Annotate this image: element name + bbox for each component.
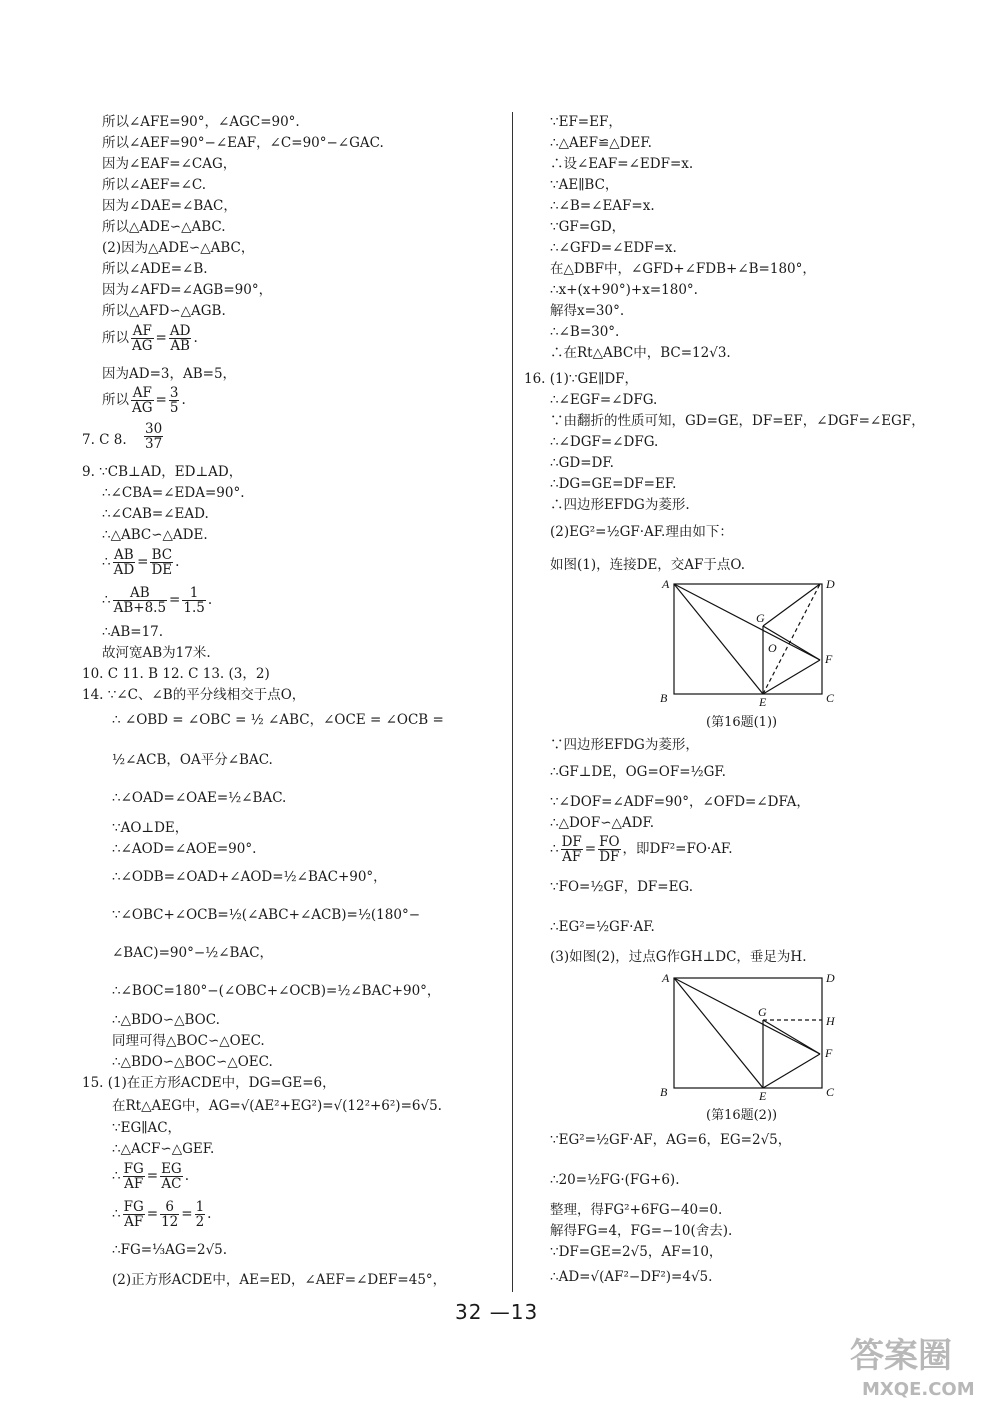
fraction: $\frac{BC}{DE}$: [151, 547, 173, 578]
left-line: ∴△BDO∽△BOC∽△OEC.: [112, 1054, 273, 1070]
fraction: $\frac{6}{12}$: [161, 1199, 179, 1230]
fraction: $\frac{3}{5}$: [169, 385, 179, 416]
left-line: 所以∠ADE=∠B.: [102, 261, 208, 277]
left-line: ½∠ACB，OA平分∠BAC.: [112, 752, 273, 768]
left-line: 在Rt△AEG中，AG=√(AE²+EG²)=√(12²+6²)=6√5.: [112, 1098, 442, 1114]
fraction-line: ∴ $\frac{AB}{AD}$ = $\frac{BC}{DE}$ .: [102, 547, 180, 578]
figure-16-1: [660, 576, 840, 706]
left-line: ∵AO⊥DE，: [112, 820, 189, 836]
watermark-url: MXQE.COM: [862, 1379, 975, 1400]
left-line: 7. C 8.: [82, 432, 127, 448]
right-line: ∴GF⊥DE，OG=OF=½GF.: [550, 764, 726, 780]
right-line: ∴∠B=30°.: [550, 324, 620, 340]
fraction-line: 所以 $\frac{AF}{AG}$ = $\frac{AD}{AB}$ .: [102, 323, 198, 354]
fraction-line: 所以 $\frac{AF}{AG}$ = $\frac{3}{5}$ .: [102, 385, 186, 416]
right-line: ∴∠GFD=∠EDF=x.: [550, 240, 677, 256]
right-line: ∴设∠EAF=∠EDF=x.: [550, 156, 694, 172]
right-line: ∵四边形EFDG为菱形，: [550, 737, 699, 753]
right-line: 整理，得FG²+6FG−40=0.: [550, 1202, 723, 1218]
figure-16-1-caption: (第16题(1)): [706, 715, 778, 730]
fraction: $\frac{FG}{AF}$: [123, 1199, 144, 1230]
left-line: 10. C 11. B 12. C 13. (3，2): [82, 666, 270, 682]
fraction-line: ∴ $\frac{DF}{AF}$ = $\frac{FO}{DF}$ ，即DF²=FO·AF.: [550, 834, 733, 865]
label-g: G: [758, 1005, 767, 1019]
fraction: $\frac{AD}{AB}$: [169, 323, 191, 354]
left-line: ∴AB=17.: [102, 624, 164, 640]
left-line: ∴∠AOD=∠AOE=90°.: [112, 841, 257, 857]
right-line: ∴∠B=∠EAF=x.: [550, 198, 655, 214]
label-d: D: [826, 971, 835, 985]
label-f: F: [825, 1046, 833, 1060]
right-line: ∴四边形EFDG为菱形.: [550, 497, 690, 513]
fraction-line: ∴ $\frac{FG}{AF}$ = $\frac{6}{12}$ = $\frac{1}{2}$ .: [112, 1199, 212, 1230]
fraction-line: [142, 422, 165, 451]
fraction: $\frac{AB}{AB+8.5}$: [113, 585, 167, 616]
left-line: ∴∠OAD=∠OAE=½∠BAC.: [112, 790, 287, 806]
fraction: $\frac{FO}{DF}$: [599, 834, 620, 865]
fraction-line: ∴ $\frac{FG}{AF}$ = $\frac{EG}{AC}$ .: [112, 1161, 189, 1192]
left-line: 14. ∵∠C、∠B的平分线相交于点O，: [82, 687, 306, 703]
label-f: F: [825, 652, 833, 666]
left-line: 所以△AFD∽△AGB.: [102, 303, 226, 319]
left-line: 9. ∵CB⊥AD，ED⊥AD，: [82, 464, 243, 480]
left-line: ∴∠BOC=180°−(∠OBC+∠OCB)=½∠BAC+90°，: [112, 983, 441, 999]
left-line: 所以△ADE∽△ABC.: [102, 219, 226, 235]
right-line: ∵EF=EF，: [550, 114, 622, 130]
left-line: 所以∠AEF=90°−∠EAF，∠C=90°−∠GAC.: [102, 135, 384, 151]
watermark-text: 答案圈: [850, 1336, 952, 1376]
label-c: C: [826, 1085, 835, 1099]
right-line: ∴20=½FG·(FG+6).: [550, 1172, 680, 1188]
right-line: 解得FG=4，FG=−10(舍去).: [550, 1223, 733, 1239]
left-line: 故河宽AB为17米.: [102, 645, 211, 661]
right-line: (2)EG²=½GF·AF.理由如下：: [550, 524, 733, 540]
right-line: 解得x=30°.: [550, 303, 625, 319]
right-line: ∵GF=GD，: [550, 219, 626, 235]
right-line: 16. (1)∵GE∥DF，: [524, 371, 639, 387]
right-line: ∴△AEF≌△DEF.: [550, 135, 652, 151]
fraction: $\frac{AF}{AG}$: [132, 385, 153, 416]
right-line: ∴∠EGF=∠DFG.: [550, 392, 658, 408]
fraction: $\frac{FG}{AF}$: [123, 1161, 144, 1192]
label-o: O: [768, 641, 777, 655]
right-line: ∴x+(x+90°)+x=180°.: [550, 282, 698, 298]
right-line: ∴∠DGF=∠DFG.: [550, 434, 659, 450]
left-line: ∴∠CAB=∠EAD.: [102, 506, 209, 522]
label-e: E: [759, 1089, 767, 1100]
left-line: ∵EG∥AC，: [112, 1120, 182, 1136]
right-line: ∴△DOF∽△ADF.: [550, 815, 655, 831]
left-line: 因为∠AFD=∠AGB=90°，: [102, 282, 273, 298]
right-line: ∴DG=GE=DF=EF.: [550, 476, 677, 492]
watermark-logo: [840, 1325, 990, 1405]
right-line: ∵EG²=½GF·AF，AG=6，EG=2√5，: [550, 1132, 792, 1148]
right-line: ∵FO=½GF，DF=EG.: [550, 879, 694, 895]
left-line: ∴FG=⅓AG=2√5.: [112, 1242, 228, 1258]
left-line: ∴△ACF∽△GEF.: [112, 1141, 215, 1157]
fraction: $\frac{AF}{AG}$: [132, 323, 153, 354]
right-line: ∴GD=DF.: [550, 455, 614, 471]
right-line: ∴EG²=½GF·AF.: [550, 919, 655, 935]
left-line: ∴△ABC∽△ADE.: [102, 527, 208, 543]
fraction: $\frac{AB}{AD}$: [113, 547, 135, 578]
left-line: ∴∠ODB=∠OAD+∠AOD=½∠BAC+90°，: [112, 869, 387, 885]
left-line: 15. (1)在正方形ACDE中，DG=GE=6，: [82, 1075, 336, 1091]
fraction: $\frac{1}{2}$: [195, 1199, 205, 1230]
label-h: H: [826, 1014, 835, 1028]
right-line: ∵AE∥BC，: [550, 177, 619, 193]
label-d: D: [826, 577, 835, 591]
label-a: A: [662, 971, 670, 985]
right-line: ∴在Rt△ABC中，BC=12√3.: [550, 345, 731, 361]
right-line: ∵由翻折的性质可知，GD=GE，DF=EF，∠DGF=∠EGF，: [550, 413, 925, 429]
label-b: B: [660, 691, 668, 705]
page-number: 32 —13: [455, 1300, 539, 1324]
left-line: 因为∠EAF=∠CAG，: [102, 156, 237, 172]
fraction: $\frac{DF}{AF}$: [561, 834, 582, 865]
left-line: 所以∠AEF=∠C.: [102, 177, 207, 193]
left-line: ∠BAC)=90°−½∠BAC，: [112, 945, 274, 961]
fraction: $\frac{1}{1.5}$: [183, 585, 205, 616]
fraction: $\frac{30}{37}$: [145, 421, 163, 452]
fraction: $\frac{EG}{AC}$: [161, 1161, 182, 1192]
column-divider: [512, 112, 513, 1292]
right-line: ∵∠DOF=∠ADF=90°，∠OFD=∠DFA，: [550, 794, 810, 810]
fraction-line: ∴ $\frac{AB}{AB+8.5}$ = $\frac{1}{1.5}$ .: [102, 585, 213, 616]
right-line: (3)如图(2)，过点G作GH⊥DC，垂足为H.: [550, 949, 807, 965]
right-line: ∵DF=GE=2√5，AF=10，: [550, 1244, 723, 1260]
left-line: ∴△BDO∽△BOC.: [112, 1012, 220, 1028]
right-line: ∴AD=√(AF²−DF²)=4√5.: [550, 1269, 713, 1285]
left-line: 同理可得△BOC∽△OEC.: [112, 1033, 265, 1049]
left-line: (2)正方形ACDE中，AE=ED，∠AEF=∠DEF=45°，: [112, 1272, 447, 1288]
right-line: 在△DBF中，∠GFD+∠FDB+∠B=180°，: [550, 261, 816, 277]
left-line: ∴ ∠OBD = ∠OBC = ½ ∠ABC，∠OCE = ∠OCB =: [112, 712, 444, 728]
label-b: B: [660, 1085, 668, 1099]
left-line: 因为AD=3，AB=5，: [102, 366, 237, 382]
figure-16-2-caption: (第16题(2)): [706, 1108, 778, 1123]
label-e: E: [759, 695, 767, 706]
left-line: (2)因为△ADE∽△ABC，: [102, 240, 255, 256]
left-line: ∴∠CBA=∠EDA=90°.: [102, 485, 245, 501]
left-line: 所以∠AFE=90°，∠AGC=90°.: [102, 114, 300, 130]
label-c: C: [826, 691, 835, 705]
figure-16-2: [660, 970, 840, 1100]
right-line: 如图(1)，连接DE，交AF于点O.: [550, 557, 745, 573]
label-g: G: [756, 611, 765, 625]
label-a: A: [662, 577, 670, 591]
left-line: 因为∠DAE=∠BAC，: [102, 198, 237, 214]
left-line: ∵∠OBC+∠OCB=½(∠ABC+∠ACB)=½(180°−: [112, 907, 421, 923]
